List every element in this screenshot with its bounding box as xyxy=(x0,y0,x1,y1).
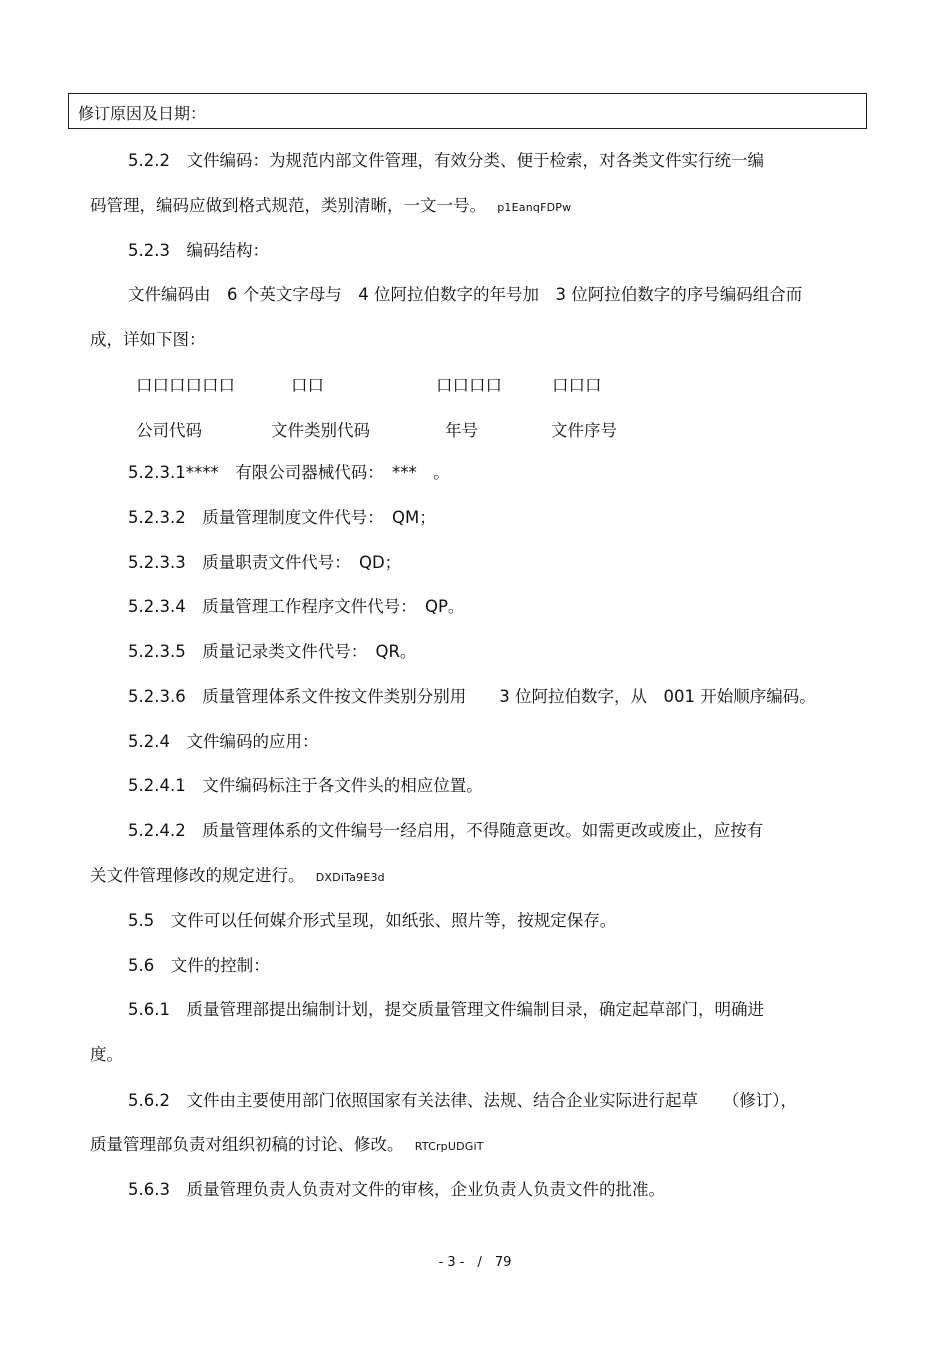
item-5-2-3-3: 5.2.3.3 质量职责文件代号： QD； xyxy=(128,553,402,572)
item-5-2-3-6: 5.2.3.6 质量管理体系文件按文件类别分别用 3 位阿拉伯数字，从 001 开始顺序编码。 xyxy=(128,687,816,706)
section-5-5: 5.5 文件可以任何媒介形式呈现，如纸张、照片等，按规定保存。 xyxy=(128,911,617,930)
company-code-label: 公司代码 xyxy=(136,421,202,440)
category-code-label: 文件类别代码 xyxy=(271,421,370,440)
item-5-6-2-text: 质量管理部负责对组织初稿的讨论、修改。 xyxy=(90,1135,404,1154)
item-5-2-4: 5.2.4 文件编码的应用： xyxy=(128,732,319,751)
item-5-2-4-2-line2 xyxy=(90,866,385,888)
year-boxes: 口口口口 xyxy=(436,376,502,395)
section-5-2-2-line2 xyxy=(90,196,571,218)
item-5-6-1-line1: 5.6.1 质量管理部提出编制计划，提交质量管理文件编制目录，确定起草部门，明确进 xyxy=(128,1000,764,1019)
company-code-boxes: 口口口口口口 xyxy=(136,376,235,395)
item-5-2-3-5: 5.2.3.5 质量记录类文件代号： QR。 xyxy=(128,642,417,661)
item-5-2-3-4: 5.2.3.4 质量管理工作程序文件代号： QP。 xyxy=(128,597,465,616)
section-5-2-2-code: p1EanqFDPw xyxy=(497,201,572,214)
sequence-boxes: 口口口 xyxy=(552,376,602,395)
item-5-2-3-2: 5.2.3.2 质量管理制度文件代号： QM； xyxy=(128,508,436,527)
item-5-6-3: 5.6.3 质量管理负责人负责对文件的审核，企业负责人负责文件的批准。 xyxy=(128,1180,665,1199)
section-5-2-2-line1: 5.2.2 文件编码：为规范内部文件管理，有效分类、便于检索，对各类文件实行统一编 xyxy=(128,151,764,170)
structure-intro-line2: 成，详如下图： xyxy=(90,330,206,349)
revision-label: 修订原因及日期： xyxy=(78,104,207,123)
revision-box xyxy=(68,93,867,129)
item-5-6-2-line2 xyxy=(90,1135,484,1157)
item-5-6-2-line1: 5.6.2 文件由主要使用部门依照国家有关法律、法规、结合企业实际进行起草 （修订）， xyxy=(128,1091,797,1110)
item-5-2-4-1: 5.2.4.1 文件编码标注于各文件头的相应位置。 xyxy=(128,776,483,795)
structure-intro-line1: 文件编码由 6 个英文字母与 4 位阿拉伯数字的年号加 3 位阿拉伯数字的序号编码组合而 xyxy=(128,285,803,304)
item-5-2-4-2-code: DXDiTa9E3d xyxy=(315,871,385,884)
page-number: - 3 - / 79 xyxy=(438,1255,512,1270)
year-label: 年号 xyxy=(445,421,478,440)
section-5-2-2-text: 码管理，编码应做到格式规范，类别清晰，一文一号。 xyxy=(90,196,486,215)
item-5-6-2-code: RTCrpUDGiT xyxy=(414,1140,484,1153)
section-5-6: 5.6 文件的控制： xyxy=(128,956,270,975)
sequence-label: 文件序号 xyxy=(551,421,617,440)
section-5-2-3: 5.2.3 编码结构： xyxy=(128,241,269,260)
item-5-6-1-line2: 度。 xyxy=(90,1045,123,1064)
category-code-boxes: 口口 xyxy=(291,376,324,395)
item-5-2-3-1: 5.2.3.1**** 有限公司器械代码： *** 。 xyxy=(128,463,450,482)
item-5-2-4-2-line1: 5.2.4.2 质量管理体系的文件编号一经启用，不得随意更改。如需更改或废止，应按有 xyxy=(128,821,764,840)
item-5-2-4-2-text: 关文件管理修改的规定进行。 xyxy=(90,866,305,885)
